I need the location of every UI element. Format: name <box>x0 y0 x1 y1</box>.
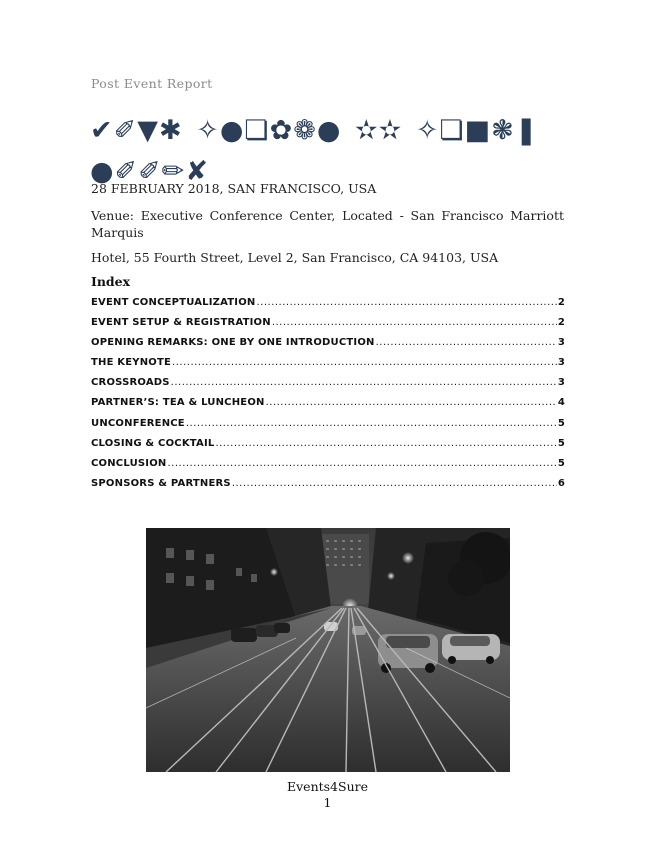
toc-leader <box>256 297 556 308</box>
index-heading: Index <box>91 274 131 289</box>
toc-entry[interactable] <box>91 317 565 337</box>
toc-entry-page: 2 <box>557 317 565 329</box>
toc-entry-title: OPENING REMARKS: ONE BY ONE INTRODUCTION <box>91 337 375 349</box>
city-street-photo <box>146 528 510 772</box>
toc-entry[interactable] <box>91 397 565 417</box>
toc-entry-title: THE KEYNOTE <box>91 357 172 369</box>
toc-entry[interactable] <box>91 337 565 357</box>
footer-brand: Events4Sure <box>286 779 368 794</box>
toc-leader <box>167 458 556 469</box>
toc-entry-title: SPONSORS & PARTNERS <box>91 477 231 489</box>
toc-leader <box>266 397 557 408</box>
toc-entry-title: EVENT CONCEPTUALIZATION <box>91 297 256 308</box>
toc-entry-page: 5 <box>557 457 565 469</box>
toc-entry-title: CROSSROADS <box>91 377 170 389</box>
toc-leader <box>232 478 557 489</box>
toc-entry[interactable] <box>91 297 565 317</box>
toc-entry[interactable] <box>91 418 565 438</box>
toc-entry-page: 6 <box>557 477 565 489</box>
toc-entry-page: 5 <box>557 437 565 449</box>
toc-entry-title: PARTNER’S: TEA & LUNCHEON <box>91 397 265 409</box>
toc-leader <box>215 438 556 449</box>
hotel-address: Hotel, 55 Fourth Street, Level 2, San Francisco, CA 94103, USA <box>91 250 499 265</box>
toc-entry[interactable] <box>91 357 565 377</box>
toc-entry-title: CLOSING & COCKTAIL <box>91 437 215 449</box>
toc-entry-page: 2 <box>557 297 565 308</box>
toc-leader <box>171 377 557 388</box>
table-of-contents <box>91 297 565 498</box>
toc-entry[interactable] <box>91 438 565 458</box>
toc-entry-title: CONCLUSION <box>91 457 167 469</box>
toc-entry-page: 3 <box>557 337 565 349</box>
toc-leader <box>186 418 557 429</box>
toc-entry-page: 4 <box>557 397 565 409</box>
page-title: ✔✐▼✱ ✧●❏✿❁● ✫✫ ✧❏■❃❚ ●✐✐✏✘ <box>90 115 539 187</box>
toc-entry[interactable] <box>91 377 565 397</box>
pre-title: Post Event Report <box>91 76 213 91</box>
toc-entry[interactable] <box>91 458 565 478</box>
toc-entry-page: 5 <box>557 417 565 429</box>
page-number: 1 <box>323 795 332 810</box>
toc-entry-title: EVENT SETUP & REGISTRATION <box>91 317 271 329</box>
toc-entry-page: 3 <box>557 377 565 389</box>
venue-text: Venue: Executive Conference Center, Located - San Francisco Marriott Marquis <box>91 208 564 240</box>
event-dateline: 28 FEBRUARY 2018, SAN FRANCISCO, USA <box>91 181 377 196</box>
toc-entry-page: 3 <box>557 357 565 369</box>
toc-leader <box>272 317 557 328</box>
toc-entry[interactable] <box>91 478 565 498</box>
toc-leader <box>376 337 557 348</box>
toc-entry-title: UNCONFERENCE <box>91 417 185 429</box>
toc-leader <box>172 357 557 368</box>
